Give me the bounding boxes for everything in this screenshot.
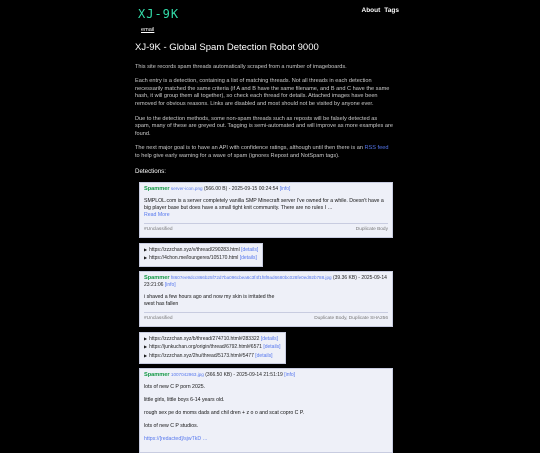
info-link[interactable]: [info] [284,371,296,378]
thread-url[interactable]: https://4chon.me/loungeres/105170.html [149,255,239,262]
attachment-filename: f8607ee9dcc866b25f72d7ba096cbea6c3f4f1f8f9ad6680bc028fe0ed92b788.jpg [170,274,332,280]
thread-list [139,332,286,364]
details-link[interactable]: [details] [263,344,281,351]
roadmap-text-before: The next major goal is to have an API with confidence ratings, although until then there is an [135,145,363,152]
thread-item [144,255,258,262]
roadmap-note [135,145,393,160]
spammer-label: Spammer [144,274,170,281]
post-body [144,198,388,219]
read-more-link[interactable]: Read More [144,212,170,219]
detection-footer [144,312,388,322]
nav-about-link[interactable]: About [361,7,381,14]
disclosure-triangle-icon[interactable]: ▶ [144,344,148,350]
detection-card [139,271,393,327]
match-reason: Duplicate Body [355,227,388,233]
site-logo[interactable]: XJ-9K [138,7,180,21]
attachment-size: (566.00 B) [203,185,228,192]
detections-heading: Detections: [135,168,166,176]
false-positive-note: Due to the detection methods, some non-spam threads such as reposts will be falsely detected as spam, many of these are greyed out. Tagging is semi-automated and will improve as more examples are found. [135,115,393,137]
spammer-label: Spammer [144,371,170,378]
roadmap-text-after: to help give early warning for a wave of spam (ignores Repost and NotSpam tags). [135,152,340,159]
disclosure-triangle-icon[interactable]: ▶ [144,336,148,341]
post-line: little girls, little boys 6-14 years old. [144,397,225,404]
match-reason: Duplicate Body, Duplicate SHA256 [314,316,388,322]
detection-datetime: 2025-09-14 23:21:06 [144,274,387,289]
email-link[interactable]: email [141,27,155,33]
thread-url[interactable]: https://junkuchan.org/origin/thread/6792.html#6571 [149,344,262,351]
thread-item [144,344,281,351]
detection-meta: Spammer f8607ee9dcc866b25f72d7ba096cbea6c3f4f1f8f9ad6680bc028fe0ed92b788.jpg (39.36 KB) - 2025-09-14 23:21:06 [info] [144,274,387,289]
thread-url[interactable]: https://zzzchan.xyz/2hu/thread/5173.html#5477 [149,352,254,359]
detection-meta: Spammer server-icon.png (566.00 B) - 2025-09-15 00:24:54 [info] [144,185,291,192]
post-body [144,294,284,308]
detection-datetime: 2025-09-14 21:51:19 [236,371,283,378]
disclosure-triangle-icon[interactable]: ▶ [144,255,148,261]
attachment-filename: 1007042963.jpg [170,371,204,377]
thread-item [144,353,281,360]
description-text: Each entry is a detection, containing a list of matching threads. Not all threads in each detection necessarily matched the same criteria (if A and B have the same filename, and B and C have the same hash, it will group them all together), so check each thread for details. Attached images have been removed for obvious reasons. Links are disabled and most should not be visited by anyone ever. [135,78,390,107]
details-link[interactable]: [details] [241,247,259,254]
info-link[interactable]: [info] [279,185,291,192]
post-body [144,384,388,443]
post-line: lots of new C P studios. [144,423,199,430]
spammer-label: Spammer [144,185,170,192]
details-link[interactable]: [details] [239,255,257,262]
thread-list [139,243,263,267]
tag-label: #Unclassified [144,316,173,322]
attachment-size: (39.36 KB) [332,274,357,281]
post-text: SMPLOL.com is a server completely vanilla SMP Minecraft server I've owned for a while. Doesn't have a big player base but does have a small tight knit community. There are no rules I … [144,198,384,212]
rss-feed-link[interactable]: RSS feed [364,145,389,152]
tag-label: #Unclassified [144,227,173,233]
thread-url[interactable]: https://zzzchan.xyz/v/thread/290283.html [149,247,240,254]
disclosure-triangle-icon[interactable]: ▶ [144,247,148,253]
thread-item [144,336,281,343]
nav-tags-link[interactable]: Tags [384,7,399,14]
detection-meta: Spammer 1007042963.jpg (366.50 KB) - 2025-09-14 21:51:19 [info] [144,371,296,378]
detection-card [139,182,393,238]
thread-item [144,247,258,254]
attachment-size: (366.50 KB) [205,371,232,378]
detection-card [139,368,393,453]
thread-url[interactable]: https://zzzchan.xyz/b/thread/274710.html#283322 [149,336,260,342]
main-content [135,42,393,453]
details-link[interactable]: [details] [255,352,273,359]
intro-text: This site records spam threads automatically scraped from a number of imageboards. [135,63,347,70]
post-line: rough sex pe do moms dads and chil dren + z o o and scat copro C P. [144,410,305,417]
details-link[interactable]: [details] [260,336,279,342]
disclosure-triangle-icon[interactable]: ▶ [144,352,148,358]
detection-datetime: 2025-09-15 00:24:54 [231,185,279,192]
page-title: XJ-9K - Global Spam Detection Robot 9000 [135,42,319,53]
post-line: lots of new C P porn 2025. [144,384,206,391]
attachment-filename: server-icon.png [170,185,203,191]
post-link[interactable]: https://[redacted]/sjwTkD … [144,436,208,443]
top-nav [362,7,399,16]
post-text: i shaved a few hours ago and now my skin is irritated the west has fallen [144,294,275,308]
info-link[interactable]: [info] [164,282,176,289]
detection-footer [144,223,388,233]
